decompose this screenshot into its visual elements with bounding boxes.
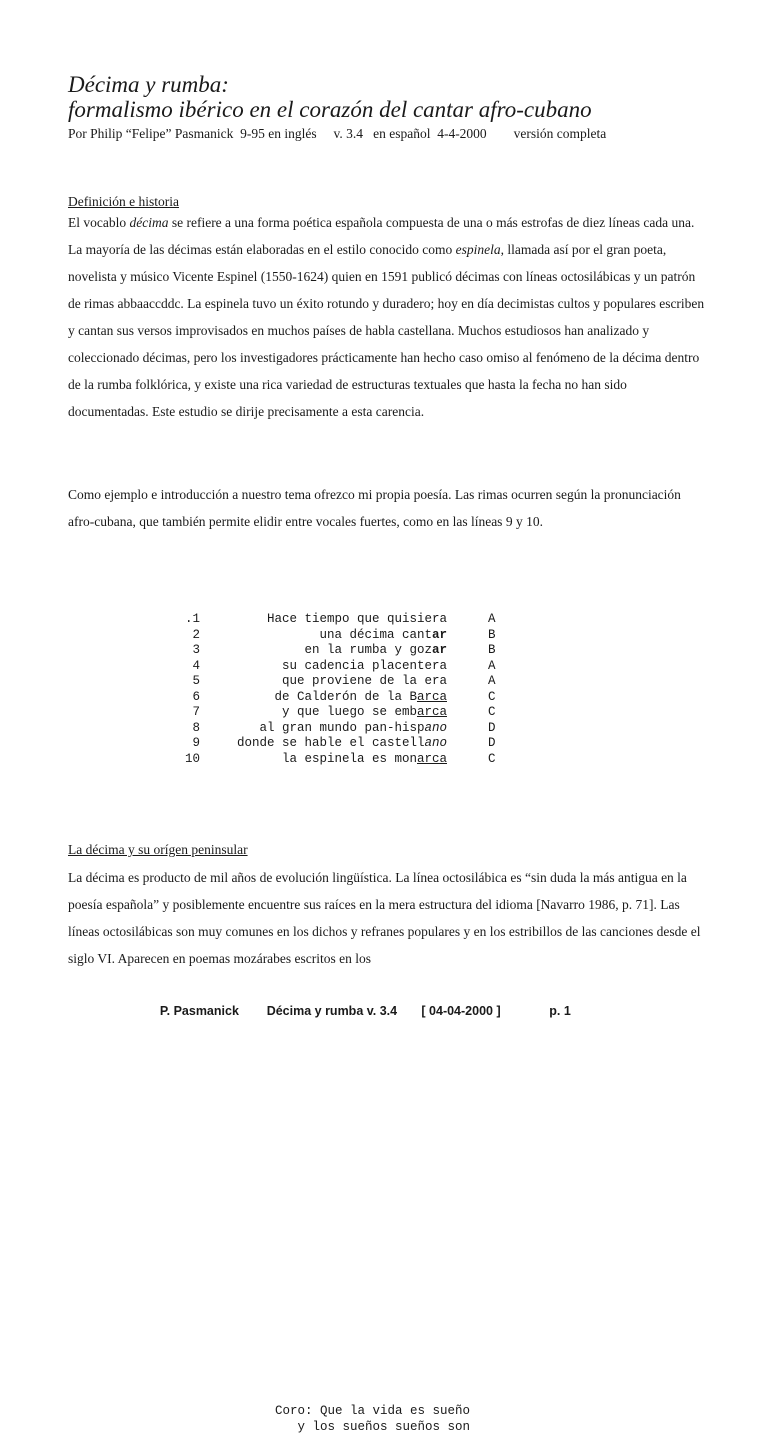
poem-line bbox=[180, 736, 510, 752]
poem-line-number: 4 bbox=[192, 658, 200, 673]
poem-line-body: que proviene de la era bbox=[281, 674, 447, 688]
poem-line bbox=[180, 628, 510, 644]
poem-line-text bbox=[282, 674, 447, 690]
text-run: , llamada así por el gran poeta, novelista y músico Vicente Espinel (1550-1624) quien en 1591 publicó décimas con líneas octosilábicas y un patrón de rimas abbaaccddc. La espinela tuvo un éxito rotundo y duradero; hoy en día decimistas cultos y populares escriben y cantan sus versos improvisados en muchos países de habla castellana. Muchos estudiosos han analizado y coleccionado décimas, pero los investigadores prácticamente han hecho caso omiso al fenómeno de la décima dentro de la rumba folklórica, y existe una rica variedad de estructuras textuales que hasta la fecha no han sido documentadas. Este estudio se dirije precisamente a esta carencia. bbox=[68, 242, 705, 419]
poem-rhyme-letter: C bbox=[488, 689, 496, 704]
poem-line-body: de Calderón de la B bbox=[274, 689, 417, 704]
poem-line-text bbox=[267, 612, 447, 628]
poem-rhyme-letter: B bbox=[488, 643, 496, 657]
emphasis-espinela: espinela bbox=[455, 242, 501, 257]
poem-line-text bbox=[282, 752, 447, 768]
poem-line-text bbox=[304, 643, 447, 659]
poem-rhyme-mark: ar bbox=[431, 643, 447, 657]
poem-line-text bbox=[274, 690, 447, 706]
poem-line bbox=[180, 674, 510, 690]
poem-line bbox=[180, 752, 510, 768]
poem-line-number: 9 bbox=[192, 736, 200, 750]
footer-doc: Décima y rumba v. 3.4 bbox=[266, 1004, 398, 1018]
poem-rhyme-mark: ano bbox=[424, 720, 447, 735]
poem-rhyme-letter: C bbox=[488, 751, 496, 766]
poem-rhyme-mark: arca bbox=[416, 705, 447, 719]
paragraph-ejemplo: Como ejemplo e introducción a nuestro tema ofrezco mi propia poesía. Las rimas ocurren según la pronunciación afro-cubana, que también permite elidir entre vocales fuertes, como en las líneas 9 y 10. bbox=[68, 487, 681, 529]
poem-line-number: 10 bbox=[184, 751, 200, 766]
title-line-2: formalismo ibérico en el corazón del cantar afro-cubano bbox=[68, 97, 592, 122]
poem-line-number: 5 bbox=[192, 674, 200, 688]
poem-rhyme-letter: A bbox=[488, 612, 496, 626]
poem-line-text bbox=[319, 628, 447, 644]
poem-line-body: al gran mundo pan-hisp bbox=[259, 720, 425, 735]
emphasis-decima: décima bbox=[129, 215, 169, 230]
text-run: El vocablo bbox=[68, 215, 130, 230]
poem-line-number: 6 bbox=[192, 689, 200, 704]
poem-line-body: en la rumba y goz bbox=[304, 643, 432, 657]
poem-line-body: una décima cant bbox=[319, 627, 432, 642]
text-run: se refiere a una forma poética española compuesta de una o más estrofas de diez líneas cada una. La mayoría de las décimas están elaboradas en el estilo conocido como bbox=[68, 215, 695, 257]
poem-line-body: su cadencia placentera bbox=[281, 658, 447, 673]
poem-rhyme-mark: ano bbox=[424, 736, 447, 750]
coro-line-2: y los sueños sueños son bbox=[297, 1419, 470, 1434]
poem-line-number: 3 bbox=[192, 643, 200, 657]
poem-lines bbox=[180, 612, 510, 767]
section-heading-definicion: Definición e historia bbox=[68, 194, 179, 209]
poem-line bbox=[180, 643, 510, 659]
poem-rhyme-letter: C bbox=[488, 705, 496, 719]
coro-line-1: Coro: Que la vida es sueño bbox=[274, 1404, 470, 1418]
footer-date: [ 04-04-2000 ] bbox=[421, 1004, 501, 1018]
document-title bbox=[68, 72, 748, 122]
poem-rhyme-mark: arca bbox=[416, 689, 447, 704]
poem-line bbox=[180, 705, 510, 721]
byline: Por Philip “Felipe” Pasmanick 9-95 en inglés v. 3.4 en español 4-4-2000 versión completa bbox=[68, 126, 607, 141]
poem-line-text bbox=[282, 705, 447, 721]
poem-rhyme-letter: D bbox=[488, 720, 496, 735]
paragraph-origen: La décima es producto de mil años de evolución lingüística. La línea octosilábica es “sin duda la más antigua en la poesía española” y posiblemente encuentre sus raíces en la mera estructura del idioma [Navarro 1986, p. 71]. Las líneas octosilábicas son muy comunes en los dichos y refranes populares y en los estribillos de las canciones desde el siglo VI. Aparecen en poemas mozárabes escritos en los bbox=[68, 870, 701, 966]
title-line-1: Décima y rumba: bbox=[68, 72, 229, 97]
poem-line-number: 2 bbox=[192, 627, 200, 642]
poem-rhyme-letter: A bbox=[488, 658, 496, 673]
poem-rhyme-letter: B bbox=[488, 627, 496, 642]
poem-rhyme-letter: A bbox=[488, 674, 496, 688]
poem-line-body: donde se hable el castell bbox=[236, 736, 425, 750]
page-footer bbox=[146, 990, 646, 1032]
poem-line-text bbox=[259, 721, 447, 737]
poem-line-body: la espinela es mon bbox=[281, 751, 417, 766]
poem-line bbox=[180, 612, 510, 628]
poem-rhyme-mark: ar bbox=[431, 627, 447, 642]
poem-line-body: Hace tiempo que quisiera bbox=[266, 612, 447, 626]
poem-rhyme-mark: arca bbox=[416, 751, 447, 766]
poem-line-text bbox=[282, 659, 447, 675]
paragraph-definicion bbox=[68, 209, 708, 425]
poem-line-number: 8 bbox=[192, 720, 200, 735]
poem-line-number: .1 bbox=[184, 612, 200, 626]
poem-line-text bbox=[237, 736, 447, 752]
poem-line bbox=[180, 690, 510, 706]
poem-line-body: y que luego se emb bbox=[281, 705, 417, 719]
poem-line-number: 7 bbox=[192, 705, 200, 719]
poem-coro bbox=[180, 1404, 470, 1435]
footer-author: P. Pasmanick bbox=[159, 1004, 239, 1018]
poem-line bbox=[180, 721, 510, 737]
section-heading-origen: La décima y su orígen peninsular bbox=[68, 842, 248, 857]
poem-rhyme-letter: D bbox=[488, 736, 496, 750]
footer-page: p. 1 bbox=[549, 1004, 571, 1018]
poem-line bbox=[180, 659, 510, 675]
